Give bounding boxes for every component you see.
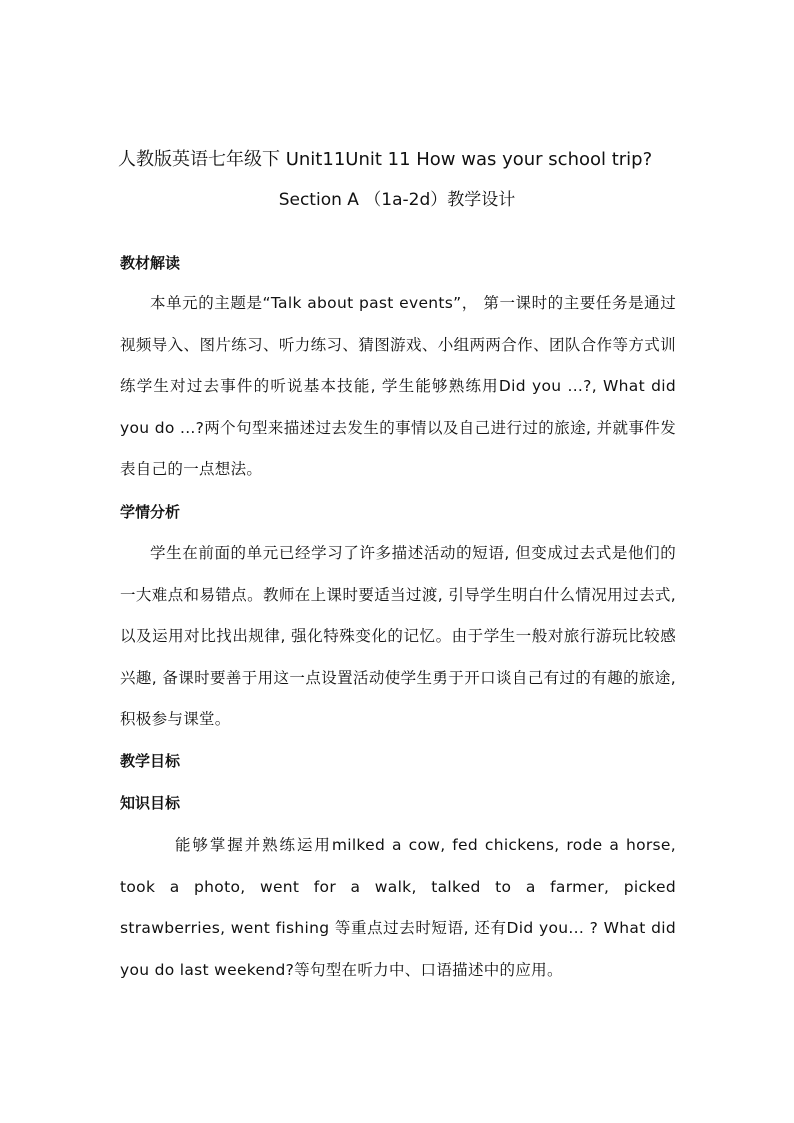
section-text-textbook-analysis: 本单元的主题是“Talk about past events”， 第一课时的主要任务是通过视频导入、图片练习、听力练习、猜图游戏、小组两两合作、团队合作等方式训练学生对过去事件的听说基本技能, 学生能够熟练用Did you ...?, What did you do ...?两个句型来描述过去发生的事情以及自己进行过的旅途, 并就事件发表自己的一点想法。 (120, 294, 676, 478)
section-text-knowledge-goals: 能够掌握并熟练运用milked a cow, fed chickens, rode a horse, took a photo, went for a walk, talked to a farmer, picked strawberries, went fishing 等重点过去时短语, 还有Did you... ? What did you do last weekend?等句型在听力中、口语描述中的应用。 (120, 836, 676, 979)
section-text-student-analysis: 学生在前面的单元已经学习了许多描述活动的短语, 但变成过去式是他们的一大难点和易错点。教师在上课时要适当过渡, 引导学生明白什么情况用过去式, 以及运用对比找出规律, 强化特殊变化的记忆。由于学生一般对旅行游玩比较感兴趣, 备课时要善于用这一点设置活动使学生勇于开口谈自己有过的有趣的旅途, 积极参与课堂。 (120, 544, 676, 728)
section-heading-knowledge-goals: 知识目标 (120, 794, 181, 812)
document-subtitle: Section A （1a-2d）教学设计 (278, 190, 516, 210)
section-heading-teaching-goals: 教学目标 (120, 752, 181, 770)
section-heading-student-analysis: 学情分析 (120, 503, 181, 521)
section-heading-textbook-analysis: 教材解读 (120, 254, 181, 272)
document-title: 人教版英语七年级下 Unit11Unit 11 How was your school trip? (118, 149, 653, 170)
